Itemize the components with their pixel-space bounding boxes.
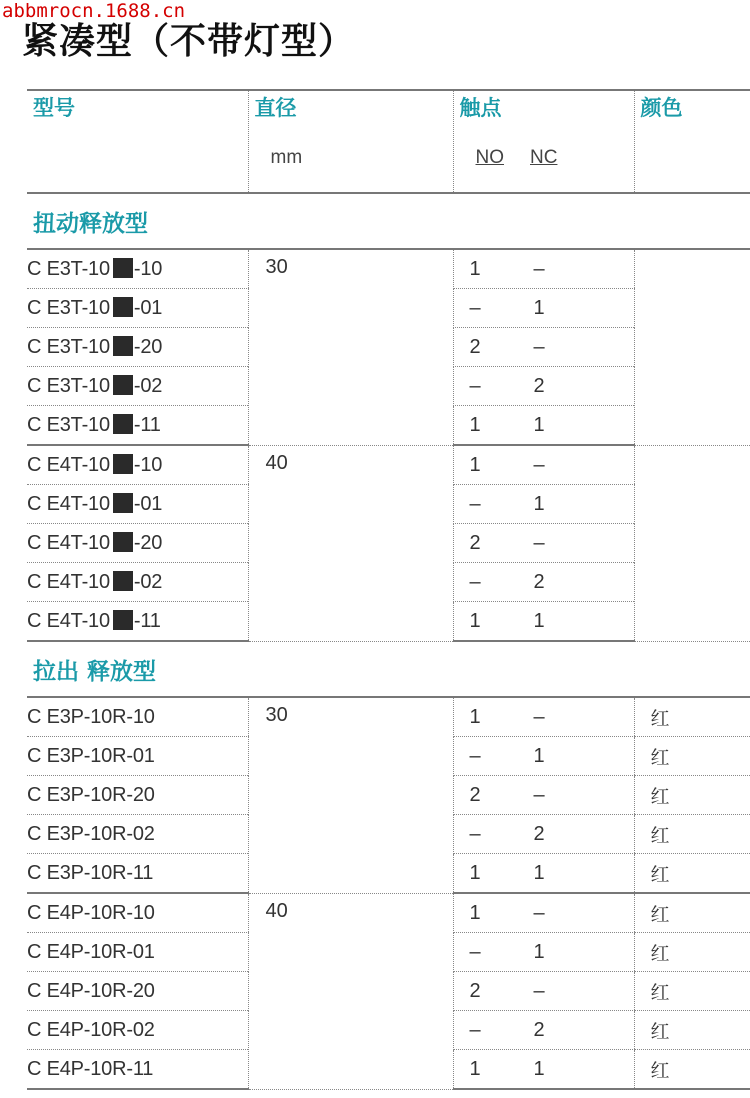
header-color [634, 90, 750, 193]
model-cell [27, 249, 248, 289]
model-suffix: -10 [133, 453, 163, 476]
model-cell [27, 854, 248, 894]
header-contacts-label: 触点 [459, 96, 502, 120]
contact-nc-value: 2 [533, 570, 545, 593]
contacts-cell [453, 697, 634, 737]
contact-nc-value: – [533, 257, 545, 280]
contacts-cell [453, 815, 634, 854]
option-placeholder-square [113, 336, 133, 356]
contacts-cell [453, 1050, 634, 1090]
section-row [27, 193, 750, 249]
contact-nc-value: – [533, 453, 545, 476]
model-cell [27, 893, 248, 933]
model-cell [27, 485, 248, 524]
contact-no-value: 1 [469, 453, 481, 476]
model-prefix: C E3P-10R-01 [27, 744, 155, 767]
diameter-cell: 40 [248, 445, 453, 641]
model-cell [27, 972, 248, 1011]
section-label: 扭动释放型 [27, 193, 750, 249]
contact-nc-value: – [533, 979, 545, 1002]
contact-no-value: – [469, 492, 481, 515]
contact-no-value: 1 [469, 901, 481, 924]
contact-nc-value: 1 [533, 1057, 545, 1080]
header-contacts [453, 90, 634, 193]
model-prefix: C E3P-10R-11 [27, 861, 154, 884]
table-header [27, 90, 750, 193]
contact-no-value: – [469, 822, 481, 845]
section-label: 拉出 释放型 [27, 641, 750, 697]
model-prefix: C E4P-10R-11 [27, 1057, 154, 1080]
color-cell-empty [634, 445, 750, 641]
contacts-cell [453, 328, 634, 367]
model-suffix: -20 [133, 531, 163, 554]
model-prefix: C E4P-10R-20 [27, 979, 155, 1002]
table-body [27, 193, 750, 1089]
table-row [27, 697, 750, 737]
model-prefix: C E4T-10 [27, 570, 110, 593]
contacts-cell [453, 972, 634, 1011]
model-prefix: C E4P-10R-02 [27, 1018, 155, 1041]
model-cell [27, 1050, 248, 1090]
contact-no-value: 2 [469, 783, 481, 806]
contact-no-value: 1 [469, 861, 481, 884]
color-cell: 红 [634, 776, 750, 815]
model-suffix: -02 [133, 570, 163, 593]
model-prefix: C E4P-10R-01 [27, 940, 155, 963]
model-cell [27, 815, 248, 854]
model-cell [27, 697, 248, 737]
contact-nc-value: 1 [533, 861, 545, 884]
contacts-cell [453, 933, 634, 972]
model-cell [27, 445, 248, 485]
model-cell [27, 933, 248, 972]
model-suffix: -10 [133, 257, 163, 280]
model-cell [27, 367, 248, 406]
color-cell-empty [634, 249, 750, 445]
contact-no-value: 2 [469, 335, 481, 358]
model-prefix: C E3T-10 [27, 374, 110, 397]
contact-no-value: – [469, 570, 481, 593]
contact-nc-value: 1 [533, 413, 545, 436]
color-cell: 红 [634, 815, 750, 854]
contact-no-value: 1 [469, 413, 481, 436]
contact-nc-value: 1 [533, 940, 545, 963]
model-prefix: C E4T-10 [27, 453, 110, 476]
contacts-cell [453, 485, 634, 524]
model-cell [27, 602, 248, 642]
color-cell: 红 [634, 933, 750, 972]
color-cell: 红 [634, 972, 750, 1011]
model-prefix: C E3T-10 [27, 296, 110, 319]
diameter-cell: 30 [248, 249, 453, 445]
spec-table [27, 89, 750, 1090]
contact-nc-value: – [533, 335, 545, 358]
contact-no-value: – [469, 1018, 481, 1041]
header-nc: NC [530, 147, 558, 168]
model-cell [27, 328, 248, 367]
contact-no-value: 2 [469, 979, 481, 1002]
header-diameter-label: 直径 [254, 96, 297, 120]
header-model-label: 型号 [33, 96, 75, 120]
contacts-cell [453, 893, 634, 933]
contact-nc-value: 1 [533, 609, 545, 632]
contacts-cell [453, 524, 634, 563]
contact-no-value: – [469, 296, 481, 319]
model-prefix: C E3T-10 [27, 257, 110, 280]
option-placeholder-square [113, 532, 133, 552]
contacts-cell [453, 289, 634, 328]
contact-nc-value: – [533, 531, 545, 554]
header-diameter-unit: mm [270, 147, 303, 168]
color-cell: 红 [634, 1050, 750, 1090]
contact-nc-value: 1 [533, 744, 545, 767]
contact-nc-value: 2 [533, 374, 545, 397]
contacts-cell [453, 602, 634, 642]
contact-nc-value: 1 [533, 492, 545, 515]
model-prefix: C E3T-10 [27, 413, 110, 436]
header-color-label: 颜色 [640, 96, 683, 120]
model-cell [27, 524, 248, 563]
contacts-cell [453, 1011, 634, 1050]
model-suffix: -01 [133, 492, 163, 515]
option-placeholder-square [113, 454, 133, 474]
contact-no-value: – [469, 374, 481, 397]
contact-nc-value: – [533, 783, 545, 806]
option-placeholder-square [113, 375, 133, 395]
model-prefix: C E3P-10R-02 [27, 822, 155, 845]
contact-no-value: 1 [469, 705, 481, 728]
contact-no-value: 1 [469, 1057, 481, 1080]
model-cell [27, 1011, 248, 1050]
table-row [27, 893, 750, 933]
model-suffix: -02 [133, 374, 163, 397]
option-placeholder-square [113, 258, 133, 278]
contacts-cell [453, 563, 634, 602]
watermark-url: abbmrocn.1688.cn [2, 0, 186, 22]
contacts-cell [453, 854, 634, 894]
contact-nc-value: – [533, 901, 545, 924]
header-model [27, 90, 248, 193]
contact-no-value: 2 [469, 531, 481, 554]
contact-no-value: 1 [469, 257, 481, 280]
color-cell: 红 [634, 1011, 750, 1050]
header-contacts-sub [476, 147, 634, 169]
model-prefix: C E4T-10 [27, 609, 110, 632]
contact-nc-value: 2 [533, 1018, 545, 1041]
model-prefix: C E4T-10 [27, 531, 110, 554]
model-prefix: C E4T-10 [27, 492, 110, 515]
option-placeholder-square [113, 414, 133, 434]
contacts-cell [453, 367, 634, 406]
section-row [27, 641, 750, 697]
contact-no-value: – [469, 940, 481, 963]
model-cell [27, 737, 248, 776]
contact-nc-value: 2 [533, 822, 545, 845]
contact-no-value: 1 [469, 609, 481, 632]
contact-no-value: – [469, 744, 481, 767]
header-no: NO [475, 147, 504, 168]
contacts-cell [453, 776, 634, 815]
header-diameter [248, 90, 453, 193]
color-cell: 红 [634, 893, 750, 933]
model-prefix: C E4P-10R-10 [27, 901, 155, 924]
model-suffix: -01 [133, 296, 163, 319]
diameter-cell: 30 [248, 697, 453, 893]
option-placeholder-square [113, 493, 133, 513]
contact-nc-value: – [533, 705, 545, 728]
option-placeholder-square [113, 297, 133, 317]
model-cell [27, 776, 248, 815]
model-cell [27, 406, 248, 446]
color-cell: 红 [634, 737, 750, 776]
contacts-cell [453, 737, 634, 776]
table-row [27, 249, 750, 289]
model-suffix: -11 [133, 609, 161, 632]
option-placeholder-square [113, 610, 133, 630]
model-cell [27, 289, 248, 328]
contact-nc-value: 1 [533, 296, 545, 319]
model-prefix: C E3T-10 [27, 335, 110, 358]
model-cell [27, 563, 248, 602]
color-cell: 红 [634, 697, 750, 737]
diameter-cell: 40 [248, 893, 453, 1089]
table-row [27, 445, 750, 485]
contacts-cell [453, 406, 634, 446]
option-placeholder-square [113, 571, 133, 591]
contacts-cell [453, 249, 634, 289]
model-suffix: -20 [133, 335, 163, 358]
contacts-cell [453, 445, 634, 485]
model-prefix: C E3P-10R-20 [27, 783, 155, 806]
page-title: 紧凑型（不带灯型） [22, 21, 356, 62]
model-prefix: C E3P-10R-10 [27, 705, 155, 728]
color-cell: 红 [634, 854, 750, 894]
model-suffix: -11 [133, 413, 161, 436]
